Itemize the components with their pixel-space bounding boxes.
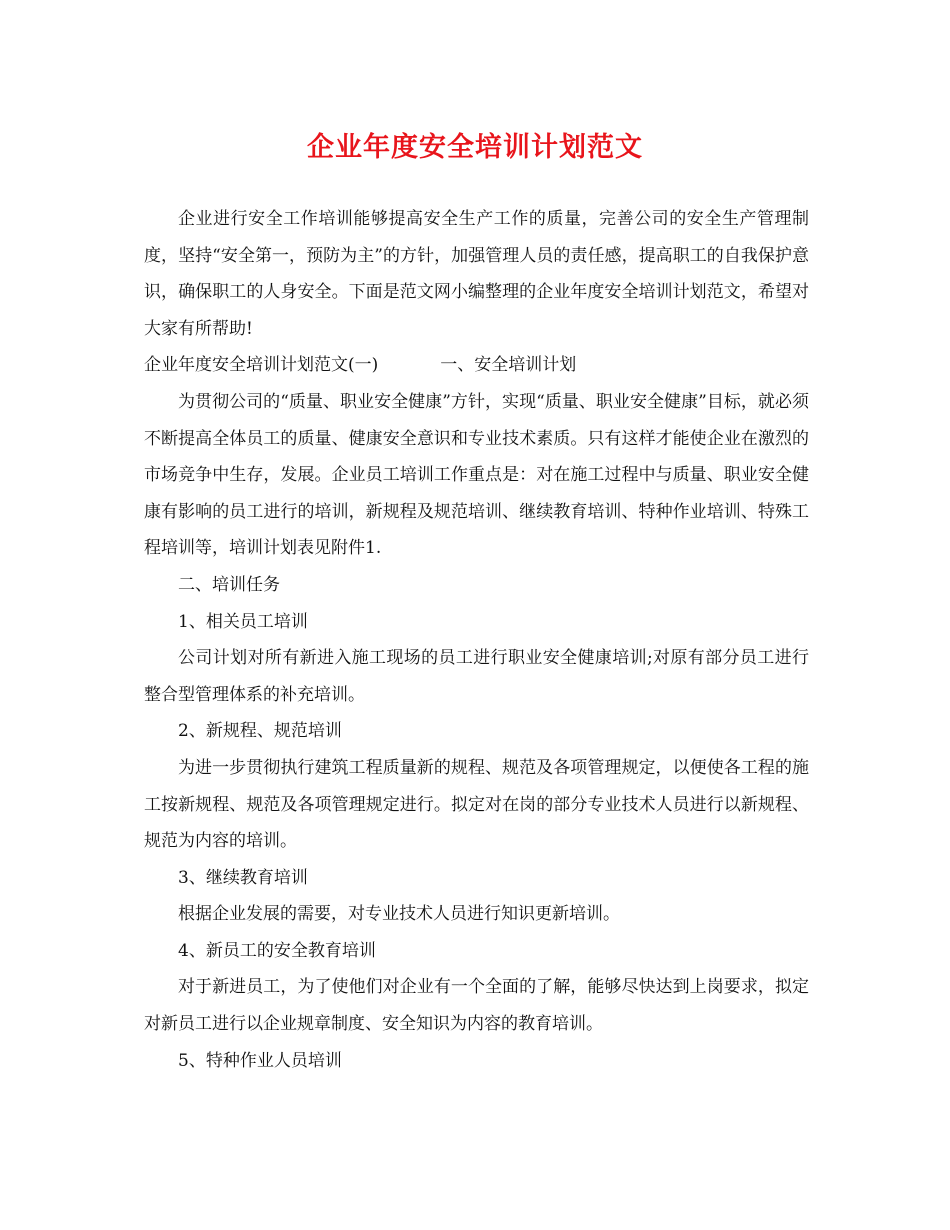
heading-new-regulations: 2、新规程、规范培训 — [178, 721, 342, 742]
section-subtitle: 一、安全培训计划 — [440, 355, 577, 376]
intro-paragraph: 企业进行安全工作培训能够提高安全生产工作的质量，完善公司的安全生产管理制度，坚持“安全第一，预防为主”的方针，加强管理人员的责任感，提高职工的自我保护意识，确保职工的人身安全。下面是范文网小编整理的企业年度安全培训计划范文，希望对大家有所帮助! — [144, 209, 809, 339]
heading-special-operations: 5、特种作业人员培训 — [178, 1050, 342, 1071]
document-title: 企业年度安全培训计划范文 — [307, 132, 643, 163]
document-body — [144, 201, 809, 1079]
heading-related-staff: 1、相关员工培训 — [178, 611, 308, 632]
section-title: 企业年度安全培训计划范文(一) — [144, 355, 379, 376]
heading-new-employee-safety: 4、新员工的安全教育培训 — [178, 940, 376, 961]
paragraph-new-employee-safety: 对于新进员工，为了使他们对企业有一个全面的了解，能够尽快达到上岗要求，拟定对新员工进行以企业规章制度、安全知识为内容的教育培训。 — [144, 977, 809, 1035]
paragraph-new-regulations: 为进一步贯彻执行建筑工程质量新的规程、规范及各项管理规定，以便使各工程的施工按新规程、规范及各项管理规定进行。拟定对在岗的部分专业技术人员进行以新规程、规范为内容的培训。 — [144, 757, 809, 852]
heading-training-tasks: 二、培训任务 — [178, 574, 280, 595]
paragraph-continuing-education: 根据企业发展的需要，对专业技术人员进行知识更新培训。 — [178, 904, 620, 925]
heading-continuing-education: 3、继续教育培训 — [178, 867, 308, 888]
paragraph-related-staff: 公司计划对所有新进入施工现场的员工进行职业安全健康培训;对原有部分员工进行整合型管理体系的补充培训。 — [144, 648, 809, 705]
paragraph-training-plan: 为贯彻公司的“质量、职业安全健康”方针，实现“质量、职业安全健康”目标，就必须不断提高全体员工的质量、健康安全意识和专业技术素质。只有这样才能使企业在激烈的市场竞争中生存，发展。企业员工培训工作重点是：对在施工过程中与质量、职业安全健康有影响的员工进行的培训，新规程及规范培训、继续教育培训、特种作业培训、特殊工程培训等，培训计划表见附件1. — [144, 391, 809, 559]
section-heading-line — [144, 347, 809, 384]
